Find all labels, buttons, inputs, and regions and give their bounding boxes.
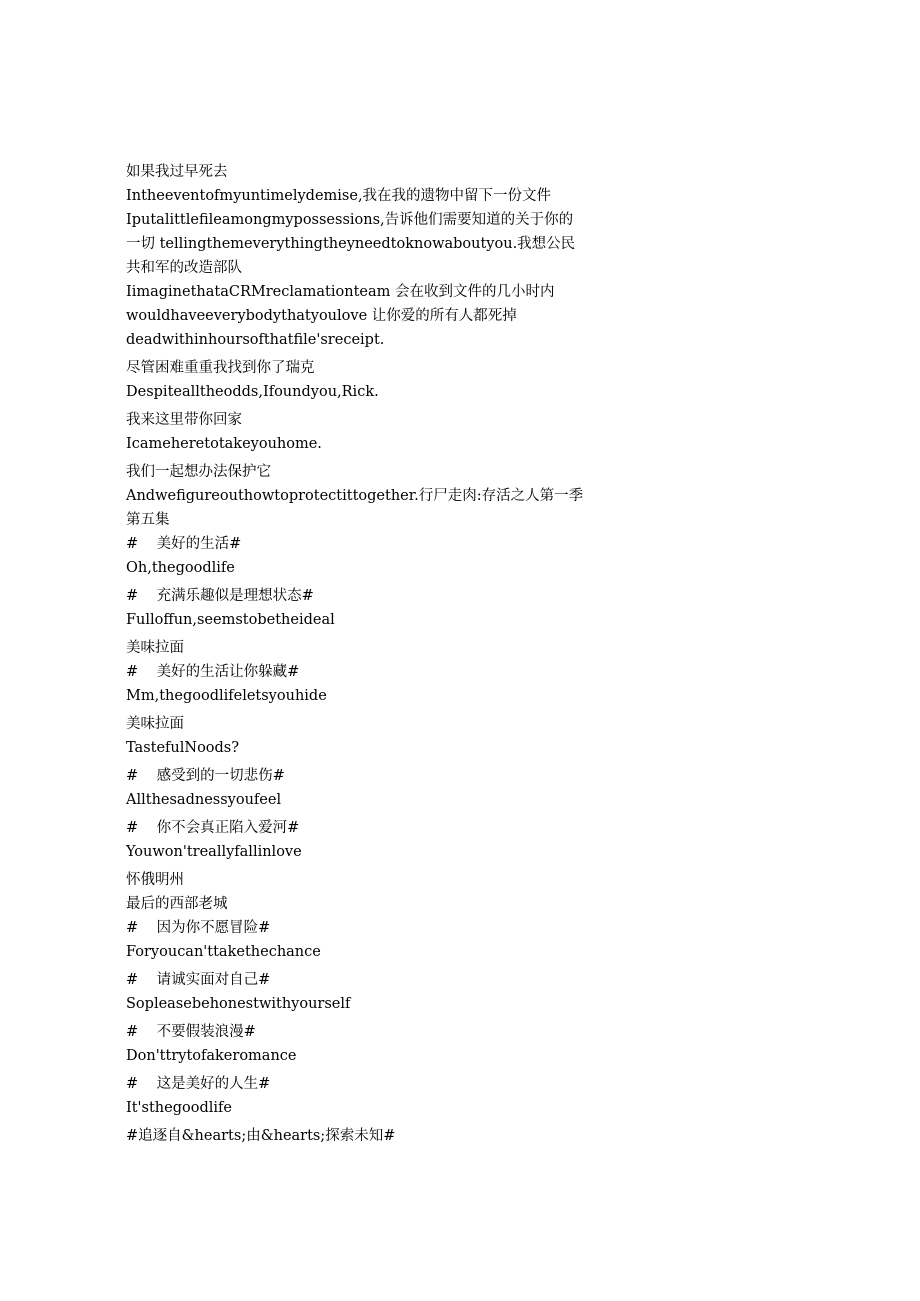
text-line: # 充满乐趣似是理想状态# bbox=[126, 588, 314, 604]
text-line: TastefulNoods? bbox=[126, 740, 240, 756]
text-line: # 感受到的一切悲伤# bbox=[126, 768, 285, 784]
text-line: Despitealltheodds,Ifoundyou,Rick. bbox=[126, 384, 379, 400]
text-line: IimaginethataCRMreclamationteam 会在收到文件的几小时内 bbox=[126, 284, 555, 300]
text-line: 如果我过早死去 bbox=[126, 164, 228, 180]
text-line: # 这是美好的人生# bbox=[126, 1076, 271, 1092]
text-line: 怀俄明州 bbox=[126, 872, 184, 888]
text-line: # 因为你不愿冒险# bbox=[126, 920, 271, 936]
subtitle-text-body bbox=[126, 160, 586, 1148]
text-line: Icameheretotakeyouhome. bbox=[126, 436, 322, 452]
text-line: Intheeventofmyuntimelydemise,我在我的遗物中留下一份文件 bbox=[126, 188, 552, 204]
text-line: Fulloffun,seemstobetheideal bbox=[126, 612, 335, 628]
text-line: Allthesadnessyoufeel bbox=[126, 792, 282, 808]
text-line: Mm,thegoodlifeletsyouhide bbox=[126, 688, 327, 704]
text-line: 我来这里带你回家 bbox=[126, 412, 242, 428]
text-line: Sopleasebehonestwithyourself bbox=[126, 996, 351, 1012]
text-line: # 不要假装浪漫# bbox=[126, 1024, 256, 1040]
text-line: # 美好的生活# bbox=[126, 536, 242, 552]
text-line: Iputalittlefileamongmypossessions,告诉他们需要知道的关于你的一切 tellingthemeverythingtheyneedtoknowaboutyou.我想公民共和军的改造部队 bbox=[126, 212, 576, 276]
text-line: deadwithinhoursofthatfile'sreceipt. bbox=[126, 332, 385, 348]
text-line: # 请诚实面对自己# bbox=[126, 972, 271, 988]
text-line: Don'ttrytofakeromance bbox=[126, 1048, 297, 1064]
text-line: Andwefigureouthowtoprotectittogether.行尸走肉:存活之人第一季第五集 bbox=[126, 488, 584, 528]
text-line: 美味拉面 bbox=[126, 640, 184, 656]
text-line: 美味拉面 bbox=[126, 716, 184, 732]
text-line: Youwon'treallyfallinlove bbox=[126, 844, 302, 860]
text-line: Oh,thegoodlife bbox=[126, 560, 235, 576]
text-line: 我们一起想办法保护它 bbox=[126, 464, 271, 480]
text-line: # 你不会真正陷入爱河# bbox=[126, 820, 300, 836]
text-line: # 美好的生活让你躲藏# bbox=[126, 664, 300, 680]
text-line: wouldhaveeverybodythatyoulove 让你爱的所有人都死掉 bbox=[126, 308, 517, 324]
text-line: #追逐自&hearts;由&hearts;探索未知# bbox=[126, 1128, 396, 1144]
text-line: Foryoucan'ttakethechance bbox=[126, 944, 321, 960]
text-line: 尽管困难重重我找到你了瑞克 bbox=[126, 360, 315, 376]
text-line: 最后的西部老城 bbox=[126, 896, 228, 912]
text-line: It'sthegoodlife bbox=[126, 1100, 232, 1116]
